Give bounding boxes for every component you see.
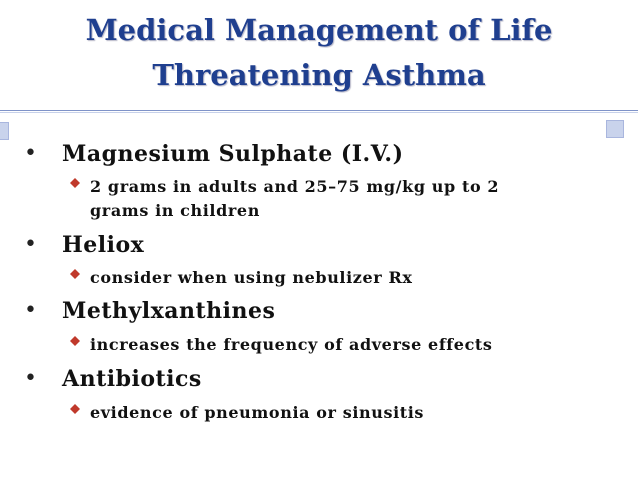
- round-bullet-icon: •: [24, 141, 37, 166]
- diamond-bullet-icon: [70, 178, 80, 188]
- slide-title: [0, 8, 638, 98]
- slide-title-line-2: Threatening Asthma: [152, 58, 486, 92]
- decorative-square-right: [606, 120, 624, 138]
- sub-bullet-text: consider when using nebulizer Rx: [90, 268, 413, 287]
- title-divider-shadow: [0, 112, 638, 113]
- round-bullet-icon: •: [24, 366, 37, 391]
- bullet-label: Methylxanthines: [62, 298, 276, 324]
- round-bullet-icon: •: [24, 298, 37, 323]
- slide-title-line-1: Medical Management of Life: [85, 13, 553, 47]
- diamond-bullet-icon: [70, 404, 80, 414]
- round-bullet-icon: •: [24, 232, 37, 257]
- bullet-label: Antibiotics: [62, 366, 202, 392]
- diamond-bullet-icon: [70, 336, 80, 346]
- sub-bullet-text: increases the frequency of adverse effects: [90, 335, 493, 354]
- diamond-bullet-icon: [70, 269, 80, 279]
- sub-bullet-text: evidence of pneumonia or sinusitis: [90, 403, 425, 422]
- bullet-label: Heliox: [62, 232, 145, 258]
- sub-bullet-text: 2 grams in adults and 25–75 mg/kg up to 2 grams in children: [90, 177, 500, 220]
- bullet-label: Magnesium Sulphate (I.V.): [62, 141, 404, 167]
- title-divider-line: [0, 110, 638, 111]
- decorative-square-left: [0, 122, 9, 140]
